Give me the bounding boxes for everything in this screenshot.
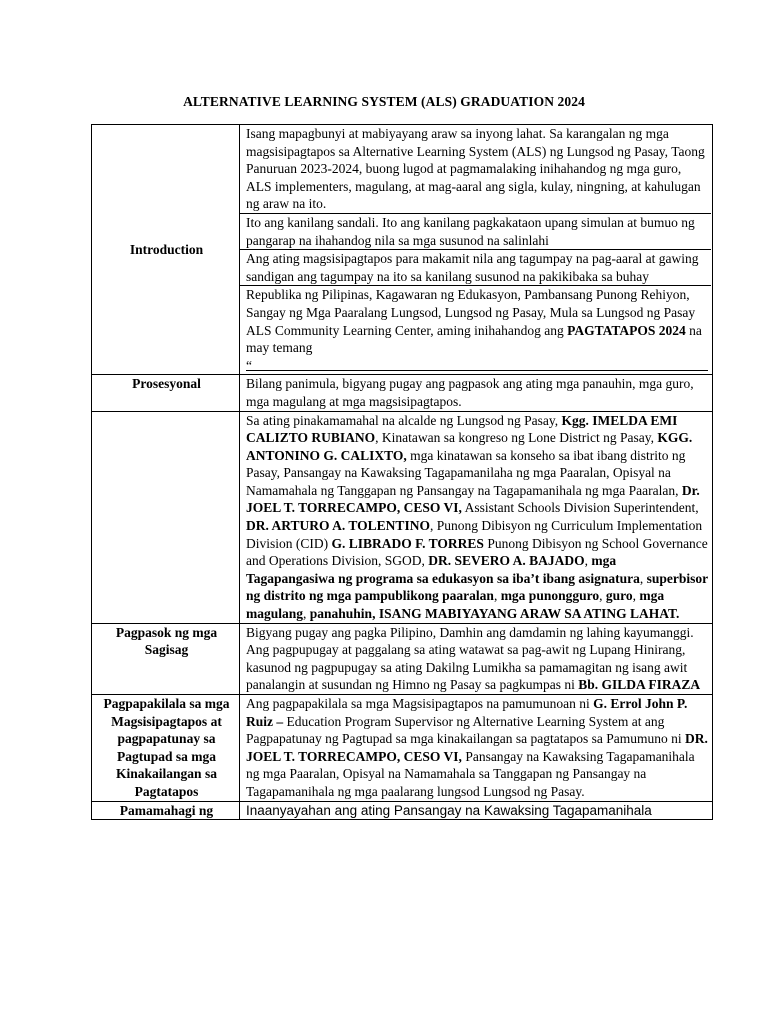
introduction-paragraph-4	[240, 286, 711, 374]
sagisag-text: Bigyang pugay ang pagka Pilipino, Damhin ang damdamin ng lahing kayumanggi. Ang pagpupugay at paggalang sa ating watawat sa pag-awit ng Lupang Hinirang, kasunod ng pagpupugay sa ating Dakilng Lumikha sa pamamagitan ng isang awit panalangin at susundan ng Himno ng Pasay sa pagkumpas ni	[246, 624, 694, 693]
dignitaries-content	[240, 411, 713, 623]
dignitaries-text: mga kinatawan sa konseho sa ibat ibang distrito ng Pasay, Pansangay na Kawaksing Tagapamanilaha ng mga Paaralan, Opisyal na Namamahala ng Tanggapan ng Pansangay na Tagapamanihala ng mga Paaralan,	[246, 447, 686, 498]
dignitaries-text: Sa ating pinakamamahal na alcalde ng Lungsod ng Pasay,	[246, 412, 562, 428]
row-label-empty	[92, 411, 240, 623]
dignitaries-name: Kgg. IMELDA EMI CALIZTO RUBIANO	[246, 412, 678, 446]
table-row	[92, 125, 713, 375]
row-label-introduction: Introduction	[92, 125, 240, 375]
document-title: ALTERNATIVE LEARNING SYSTEM (ALS) GRADUATION 2024	[183, 94, 585, 109]
dignitaries-text: ,	[639, 570, 647, 586]
sagisag-name: Bb. GILDA FIRAZA	[578, 677, 701, 693]
introduction-p4-theme: na may temang	[246, 322, 702, 356]
introduction-paragraph-2: Ito ang kanilang sandali. Ito ang kanilang pagkakataon upang simulan at bumuo ng pangarap na ihahandog nila sa mga susunod na salinlahi	[240, 214, 711, 250]
introduction-paragraph-1: Isang mapagbunyi at mabiyayang araw sa inyong lahat. Sa karangalan ng mga magsisipagtapos sa Alternative Learning System (ALS) ng Lungsod ng Pasay, Taong Panuruan 2023-2024, buong lugod at pagmamalaking inihahandog ng mga guro, ALS implementers, magulang, at mag-aaral ang sigla, kulay, ningning, at kahulugan ng araw na ito.	[240, 125, 711, 214]
dignitaries-text: , Punong Dibisyon ng Curriculum Implementation Division (CID)	[246, 518, 703, 551]
pagpapakilala-name: DR. JOEL T. TORRECAMPO, CESO VI,	[246, 731, 708, 764]
dignitaries-name: panahuhin, ISANG MABIYAYANG ARAW SA ATING LAHAT.	[309, 606, 680, 622]
introduction-p4-bold: PAGTATAPOS 2024	[567, 322, 686, 338]
dignitaries-name: mga punongguro	[500, 588, 600, 604]
dignitaries-text: ,	[493, 588, 501, 604]
dignitaries-name: DR. ARTURO A. TOLENTINO	[246, 518, 430, 534]
dignitaries-name: superbisor ng distrito ng mga pampublikong paaralan	[246, 570, 708, 604]
dignitaries-text: ,	[584, 553, 592, 569]
dignitaries-text: Assistant Schools Division Superintendent,	[461, 500, 699, 516]
introduction-p4-text: Republika ng Pilipinas, Kagawaran ng Edukasyon, Pambansang Punong Rehiyon, Sangay ng Mga Paaralang Lungsod, Lungsod ng Pasay, Mula sa Lungsod ng Pasay ALS Community Learning Center, aming inihahandog ang	[246, 287, 696, 338]
table-row	[92, 411, 713, 623]
pagpapakilala-name: G. Errol John P. Ruiz –	[246, 696, 688, 729]
dignitaries-text: , Kinatawan sa kongreso ng Lone District ng Pasay,	[375, 430, 658, 446]
table-row	[92, 801, 713, 820]
row-label-prosesyonal: Prosesyonal	[92, 375, 240, 411]
table-row	[92, 375, 713, 411]
table-row	[92, 623, 713, 694]
dignitaries-name: DR. SEVERO A. BAJADO	[428, 553, 585, 569]
table-row	[92, 695, 713, 802]
pagpapakilala-content	[240, 695, 713, 802]
dignitaries-name: guro	[605, 588, 633, 604]
introduction-paragraph-3: Ang ating magsisipagtapos para makamit nila ang tagumpay na pag-aaral at gawing sandigan ang tagumpay na ito sa kanilang susunod na pakikibaka sa buhay	[240, 250, 711, 286]
pagpapakilala-text: Ang pagpapakilala sa mga Magsisipagtapos na pamumunoan ni	[246, 696, 594, 711]
dignitaries-text: ,	[303, 606, 310, 622]
dignitaries-name: mga Tagapangasiwa ng programa sa edukasyon sa iba’t ibang asignatura	[246, 553, 640, 586]
row-label-pagpapakilala: Pagpapakilala sa mga Magsisipagtapos at pagpapatunay sa Pagtupad sa mga Kinakailangan sa Pagtatapos	[92, 695, 240, 802]
dignitaries-text: ,	[599, 588, 606, 604]
sagisag-content	[240, 623, 713, 694]
dignitaries-name: Dr. JOEL T. TORRECAMPO, CESO VI,	[246, 482, 700, 516]
row-label-pamamahagi: Pamamahagi ng	[92, 801, 240, 820]
prosesyonal-content: Bilang panimula, bigyang pugay ang pagpasok ang ating mga panauhin, mga guro, mga magulang at mga magsisipagtapos.	[240, 375, 713, 411]
pagpapakilala-text: Education Program Supervisor ng Alternative Learning System at ang Pagpapatunay ng Pagtupad sa mga kinakailangan sa pagtatapos sa Pamumuno ni	[246, 713, 686, 747]
row-label-sagisag: Pagpasok ng mga Sagisag	[92, 623, 240, 694]
program-table	[91, 124, 713, 820]
introduction-p4-quote: “	[246, 357, 252, 373]
introduction-content	[240, 125, 713, 375]
theme-underline	[246, 370, 708, 371]
dignitaries-text: ,	[632, 588, 640, 604]
dignitaries-name: mga magulang	[246, 588, 665, 622]
pagpapakilala-text: Pansangay na Kawaksing Tagapamanihala ng mga Paaralan, Opisyal na Namamahala sa Tanggapan ng Pansangay na Tagapamanihala ng mga paalarang lungsod Lungsod ng Pasay.	[246, 748, 695, 799]
pamamahagi-content: Inaanyayahan ang ating Pansangay na Kawaksing Tagapamanihala	[240, 801, 713, 820]
dignitaries-text: Punong Dibisyon ng School Governance and Operations Division, SGOD,	[246, 535, 708, 569]
dignitaries-name: G. LIBRADO F. TORRES	[331, 535, 484, 551]
dignitaries-name: KGG. ANTONINO G. CALIXTO,	[246, 430, 693, 463]
